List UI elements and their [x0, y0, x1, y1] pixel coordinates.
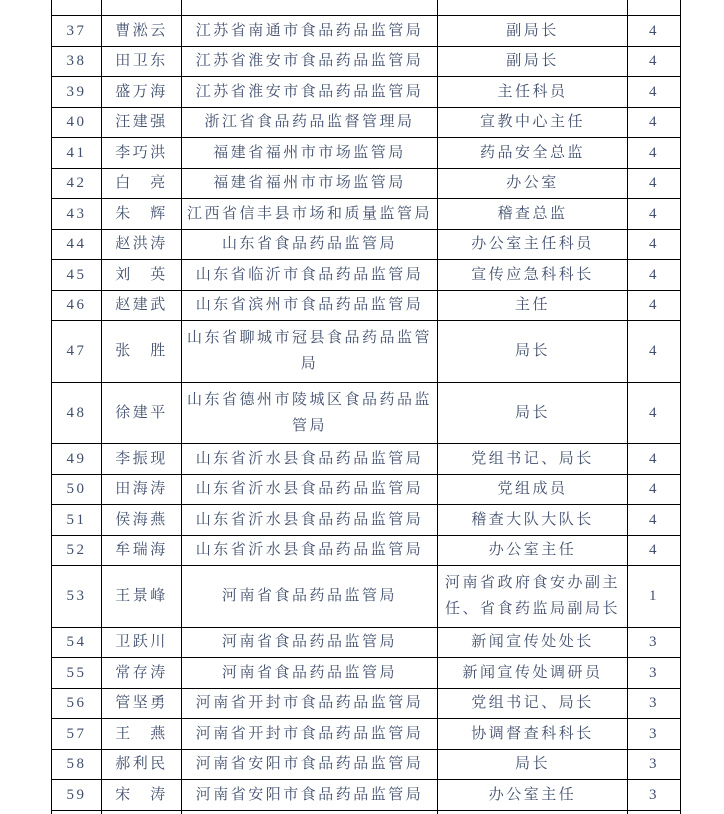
- cell-count: 1: [628, 566, 681, 628]
- table-row: [52, 749, 681, 780]
- cell-name: 白 亮: [102, 168, 182, 199]
- cell-organization: 山东省聊城市冠县食品药品监管局: [182, 321, 438, 383]
- spacer-cell: [182, 0, 438, 16]
- cell-organization: 山东省临沂市食品药品监管局: [182, 260, 438, 291]
- cell-name: 郝利民: [102, 749, 182, 780]
- cell-position: 副局长: [438, 16, 628, 47]
- cell-name: 张 胜: [102, 321, 182, 383]
- cell-position: 宣传应急科科长: [438, 260, 628, 291]
- table-row: [52, 16, 681, 47]
- cell-organization: 河南省安阳市食品药品监管局: [182, 780, 438, 811]
- cell-position: 党组书记、局长: [438, 688, 628, 719]
- cell-organization: 河南省开封市食品药品监管局: [182, 688, 438, 719]
- cell-name: 汪建强: [102, 107, 182, 138]
- table-row: [52, 260, 681, 291]
- cell-count: 4: [628, 16, 681, 47]
- table-row: [52, 229, 681, 260]
- cell-index: 41: [52, 138, 102, 169]
- cell-name: 刘 英: [102, 260, 182, 291]
- cell-count: 4: [628, 444, 681, 475]
- cell-organization: 江苏省淮安市食品药品监管局: [182, 77, 438, 108]
- cell-count: 3: [628, 688, 681, 719]
- cell-position: 办公室主任: [438, 535, 628, 566]
- cell-organization: 河南省开封市食品药品监管局: [182, 719, 438, 750]
- table-body: [52, 0, 681, 814]
- cell-organization: 江西省信丰县市场和质量监管局: [182, 199, 438, 230]
- cell-index: 55: [52, 658, 102, 689]
- cell-index: 45: [52, 260, 102, 291]
- table-row: [52, 719, 681, 750]
- spacer-cell: [628, 0, 681, 16]
- cell-count: 4: [628, 229, 681, 260]
- table-row: [52, 290, 681, 321]
- cell-index: 52: [52, 535, 102, 566]
- cell-position: 协调督查科科长: [438, 719, 628, 750]
- cell-position: 主任: [438, 290, 628, 321]
- cell-organization: 河南省安阳市食品药品监管局: [182, 749, 438, 780]
- spacer-cell: [52, 810, 102, 814]
- cell-name: 王 燕: [102, 719, 182, 750]
- cell-index: 39: [52, 77, 102, 108]
- cell-index: 54: [52, 627, 102, 658]
- cell-index: 46: [52, 290, 102, 321]
- cell-index: 58: [52, 749, 102, 780]
- personnel-table: [51, 0, 681, 814]
- table-row: [52, 77, 681, 108]
- cell-position: 副局长: [438, 46, 628, 77]
- cell-name: 朱 辉: [102, 199, 182, 230]
- cell-count: 3: [628, 719, 681, 750]
- cell-name: 卫跃川: [102, 627, 182, 658]
- cell-count: 4: [628, 535, 681, 566]
- cell-index: 44: [52, 229, 102, 260]
- cell-organization: 福建省福州市市场监管局: [182, 138, 438, 169]
- cell-position: 稽查总监: [438, 199, 628, 230]
- cell-index: 38: [52, 46, 102, 77]
- cell-position: 主任科员: [438, 77, 628, 108]
- cell-name: 宋 涛: [102, 780, 182, 811]
- cell-organization: 江苏省淮安市食品药品监管局: [182, 46, 438, 77]
- cell-name: 侯海燕: [102, 505, 182, 536]
- cell-position: 宣教中心主任: [438, 107, 628, 138]
- cell-position: 稽查大队大队长: [438, 505, 628, 536]
- cell-name: 曹淞云: [102, 16, 182, 47]
- cell-count: 3: [628, 658, 681, 689]
- cell-count: 4: [628, 290, 681, 321]
- cell-position: 党组书记、局长: [438, 444, 628, 475]
- table-row: [52, 199, 681, 230]
- cell-name: 盛万海: [102, 77, 182, 108]
- cell-index: 40: [52, 107, 102, 138]
- spacer-cell: [438, 0, 628, 16]
- cell-count: 3: [628, 780, 681, 811]
- cell-count: 4: [628, 199, 681, 230]
- table-row: [52, 474, 681, 505]
- cell-index: 53: [52, 566, 102, 628]
- spacer-cell: [438, 810, 628, 814]
- cell-organization: 山东省沂水县食品药品监管局: [182, 535, 438, 566]
- cell-position: 局长: [438, 382, 628, 444]
- table-row: [52, 688, 681, 719]
- cell-position: 局长: [438, 321, 628, 383]
- cell-position: 局长: [438, 749, 628, 780]
- table-row: [52, 505, 681, 536]
- spacer-cell: [628, 810, 681, 814]
- cell-count: 4: [628, 46, 681, 77]
- cell-count: 4: [628, 382, 681, 444]
- cell-name: 常存涛: [102, 658, 182, 689]
- cell-organization: 江苏省南通市食品药品监管局: [182, 16, 438, 47]
- table-row: [52, 780, 681, 811]
- cell-position: 河南省政府食安办副主任、省食药监局副局长: [438, 566, 628, 628]
- cell-organization: 山东省沂水县食品药品监管局: [182, 444, 438, 475]
- cell-organization: 河南省食品药品监管局: [182, 627, 438, 658]
- cropped-spacer-row: [52, 810, 681, 814]
- cell-name: 徐建平: [102, 382, 182, 444]
- cell-position: 办公室: [438, 168, 628, 199]
- cell-count: 4: [628, 505, 681, 536]
- cell-index: 43: [52, 199, 102, 230]
- cell-index: 47: [52, 321, 102, 383]
- cell-name: 田卫东: [102, 46, 182, 77]
- table-row: [52, 168, 681, 199]
- table-row: [52, 658, 681, 689]
- cell-count: 3: [628, 749, 681, 780]
- cell-position: 新闻宣传处调研员: [438, 658, 628, 689]
- cell-index: 48: [52, 382, 102, 444]
- cell-name: 牟瑞海: [102, 535, 182, 566]
- spacer-cell: [102, 0, 182, 16]
- cell-name: 田海涛: [102, 474, 182, 505]
- table-row: [52, 627, 681, 658]
- cell-position: 党组成员: [438, 474, 628, 505]
- spacer-cell: [102, 810, 182, 814]
- spacer-cell: [52, 0, 102, 16]
- table-row: [52, 444, 681, 475]
- cell-name: 李振现: [102, 444, 182, 475]
- table-row: [52, 321, 681, 383]
- cell-count: 4: [628, 107, 681, 138]
- spacer-cell: [182, 810, 438, 814]
- cell-count: 4: [628, 321, 681, 383]
- cell-count: 4: [628, 474, 681, 505]
- table-row: [52, 138, 681, 169]
- cell-name: 王景峰: [102, 566, 182, 628]
- cell-position: 办公室主任: [438, 780, 628, 811]
- cell-index: 49: [52, 444, 102, 475]
- cell-name: 赵洪涛: [102, 229, 182, 260]
- cell-index: 42: [52, 168, 102, 199]
- cell-organization: 河南省食品药品监管局: [182, 566, 438, 628]
- cell-name: 李巧洪: [102, 138, 182, 169]
- table-row: [52, 46, 681, 77]
- cell-organization: 浙江省食品药品监督管理局: [182, 107, 438, 138]
- cell-index: 59: [52, 780, 102, 811]
- cell-organization: 山东省食品药品监管局: [182, 229, 438, 260]
- cropped-spacer-row: [52, 0, 681, 16]
- cell-position: 药品安全总监: [438, 138, 628, 169]
- cell-organization: 山东省沂水县食品药品监管局: [182, 505, 438, 536]
- table-row: [52, 107, 681, 138]
- cell-index: 37: [52, 16, 102, 47]
- cell-index: 50: [52, 474, 102, 505]
- table-row: [52, 566, 681, 628]
- cell-name: 管坚勇: [102, 688, 182, 719]
- cell-organization: 山东省德州市陵城区食品药品监管局: [182, 382, 438, 444]
- cell-organization: 河南省食品药品监管局: [182, 658, 438, 689]
- cell-count: 4: [628, 260, 681, 291]
- cell-position: 办公室主任科员: [438, 229, 628, 260]
- cell-count: 4: [628, 138, 681, 169]
- cell-count: 4: [628, 77, 681, 108]
- cell-position: 新闻宣传处处长: [438, 627, 628, 658]
- cell-name: 赵建武: [102, 290, 182, 321]
- cell-count: 4: [628, 168, 681, 199]
- cell-organization: 福建省福州市市场监管局: [182, 168, 438, 199]
- cell-index: 57: [52, 719, 102, 750]
- table-row: [52, 535, 681, 566]
- cell-index: 56: [52, 688, 102, 719]
- cell-organization: 山东省沂水县食品药品监管局: [182, 474, 438, 505]
- cell-index: 51: [52, 505, 102, 536]
- table-row: [52, 382, 681, 444]
- cell-count: 3: [628, 627, 681, 658]
- cell-organization: 山东省滨州市食品药品监管局: [182, 290, 438, 321]
